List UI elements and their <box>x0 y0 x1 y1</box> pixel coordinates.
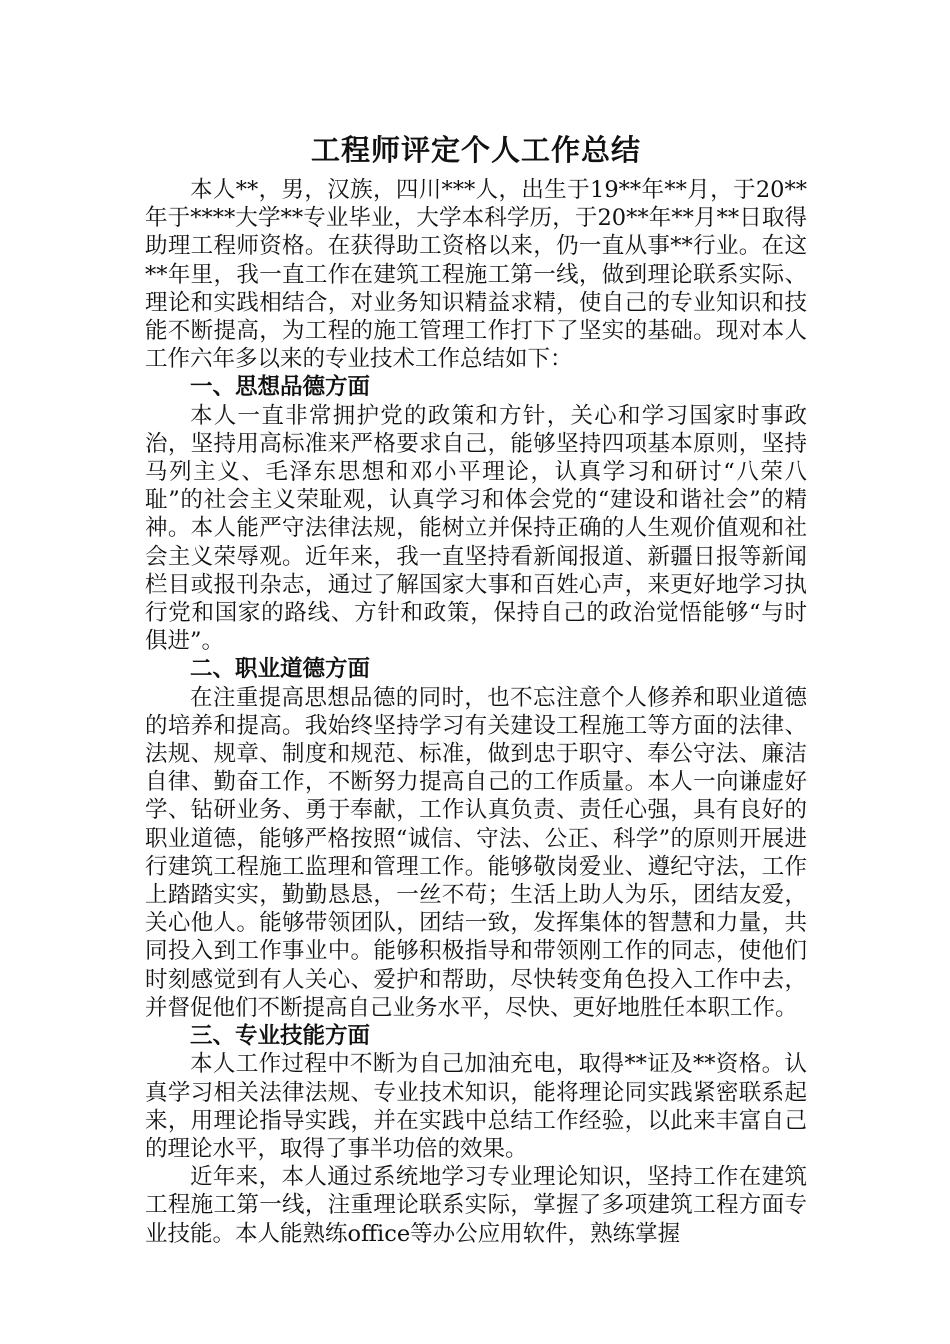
document-page <box>145 128 807 1248</box>
section-paragraph-ethics: 在注重提高思想品德的同时，也不忘注意个人修养和职业道德的培养和提高。我始终坚持学习有关建设工程施工等方面的法律、法规、规章、制度和规范、标准，做到忠于职守、奉公守法、廉洁自律、勤奋工作，不断努力提高自己的工作质量。本人一向谦虚好学、钻研业务、勇于奉献，工作认真负责、责任心强，具有良好的职业道德，能够严格按照“诚信、守法、公正、科学”的原则开展进行建筑工程施工监理和管理工作。能够敬岗爱业、遵纪守法，工作上踏踏实实，勤勤恳恳，一丝不苟；生活上助人为乐，团结友爱，关心他人。能够带领团队，团结一致，发挥集体的智慧和力量，共同投入到工作事业中。能够积极指导和带领刚工作的同志，使他们时刻感觉到有人关心、爱护和帮助，尽快转变角色投入工作中去，并督促他们不断提高自己业务水平，尽快、更好地胜任本职工作。 <box>145 684 807 1021</box>
section-heading-ethics: 二、职业道德方面 <box>190 656 371 683</box>
section-heading-ideology: 一、思想品德方面 <box>190 374 371 401</box>
section-paragraph-ideology: 本人一直非常拥护党的政策和方针，关心和学习国家时事政治，坚持用高标准来严格要求自己，能够坚持四项基本原则，坚持马列主义、毛泽东思想和邓小平理论，认真学习和研讨“八荣八耻”的社会主义荣耻观，认真学习和体会党的“建设和谐社会”的精神。本人能严守法律法规，能树立并保持正确的人生观价值观和社会主义荣辱观。近年来，我一直坚持看新闻报道、新疆日报等新闻栏目或报刊杂志，通过了解国家大事和百姓心声，来更好地学习执行党和国家的路线、方针和政策，保持自己的政治觉悟能够“与时俱进”。 <box>145 402 807 655</box>
document-title: 工程师评定个人工作总结 <box>310 133 641 167</box>
section-paragraph-skills-2: 近年来，本人通过系统地学习专业理论知识，坚持工作在建筑工程施工第一线，注重理论联系实际，掌握了多项建筑工程方面专业技能。本人能熟练office等办公应用软件，熟练掌握 <box>145 1164 807 1247</box>
section-paragraph-skills-1: 本人工作过程中不断为自己加油充电，取得**证及**资格。认真学习相关法律法规、专业技术知识，能将理论同实践紧密联系起来，用理论指导实践，并在实践中总结工作经验，以此来丰富自己的理论水平，取得了事半功倍的效果。 <box>145 1051 807 1162</box>
intro-paragraph: 本人**，男，汉族，四川***人，出生于19**年**月，于20**年于****大学**专业毕业，大学本科学历，于20**年**月**日取得助理工程师资格。在获得助工资格以来，仍一直从事**行业。在这**年里，我一直工作在建筑工程施工第一线，做到理论联系实际、理论和实践相结合，对业务知识精益求精，使自己的专业知识和技能不断提高，为工程的施工管理工作打下了坚实的基础。现对本人工作六年多以来的专业技术工作总结如下： <box>145 177 807 373</box>
section-heading-skills: 三、专业技能方面 <box>190 1023 371 1050</box>
